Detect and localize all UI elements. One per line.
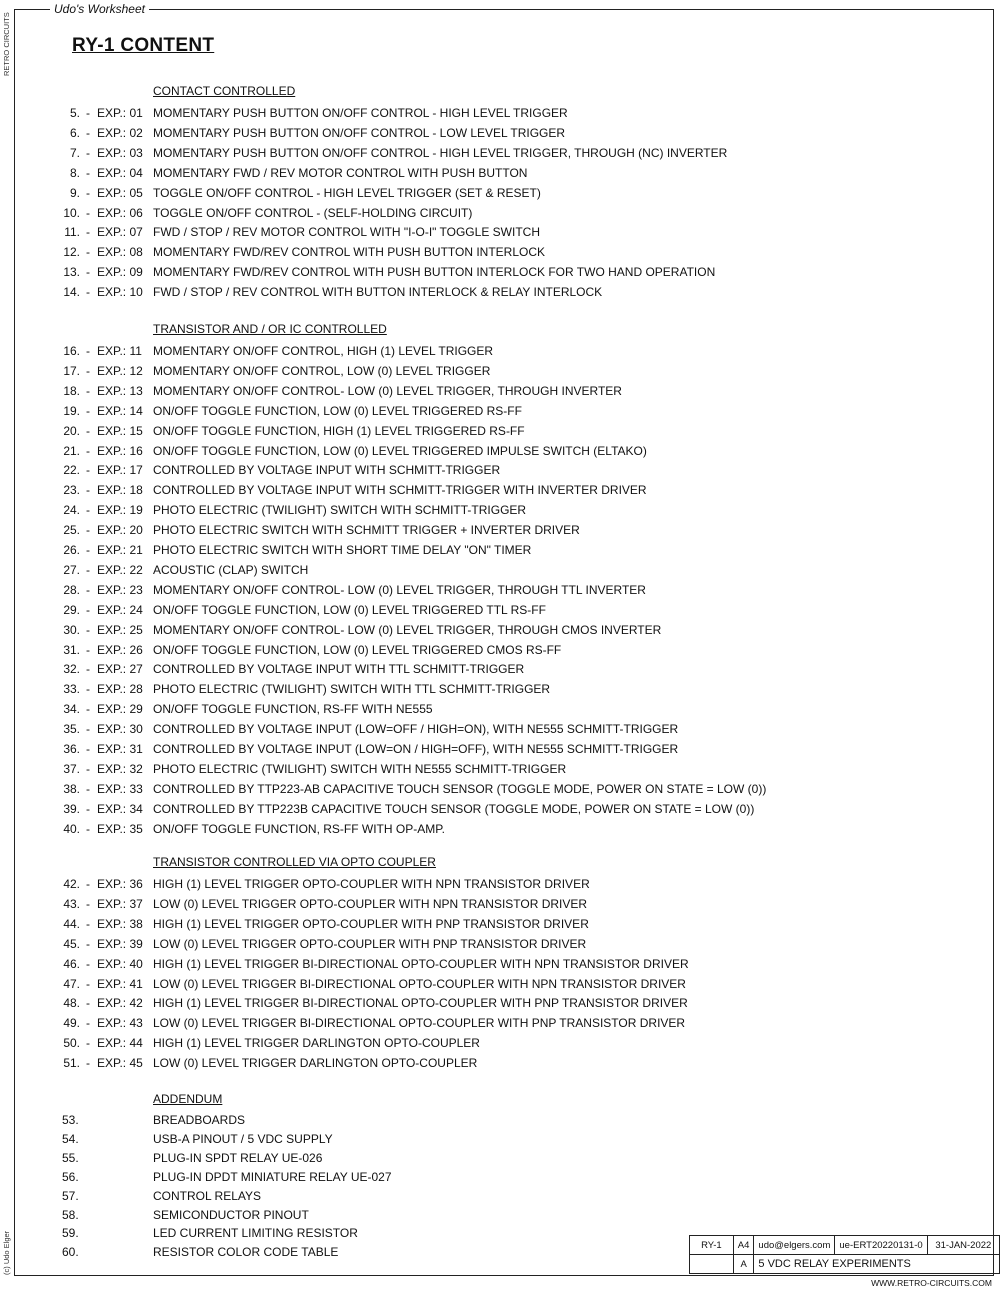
item-separator: - bbox=[86, 936, 90, 951]
item-number: 58. bbox=[62, 1207, 79, 1222]
item-experiment: EXP.: 44 bbox=[97, 1036, 143, 1051]
item-experiment: EXP.: 05 bbox=[97, 185, 143, 200]
item-experiment: EXP.: 02 bbox=[97, 125, 143, 140]
item-separator: - bbox=[86, 742, 90, 756]
item-experiment: EXP.: 12 bbox=[97, 363, 143, 378]
item-experiment: EXP.: 14 bbox=[97, 403, 143, 418]
item-separator: - bbox=[86, 821, 90, 836]
item-title: CONTROLLED BY VOLTAGE INPUT WITH TTL SCHMITT-TRIGGER bbox=[153, 662, 525, 677]
item-experiment: EXP.: 11 bbox=[97, 344, 142, 358]
item-number: 38. bbox=[63, 781, 80, 796]
item-number: 26. bbox=[63, 543, 80, 557]
item-number: 32. bbox=[63, 662, 80, 677]
item-number: 59. bbox=[62, 1226, 79, 1241]
item-number: 31. bbox=[63, 642, 80, 657]
item-experiment: EXP.: 03 bbox=[97, 145, 143, 160]
item-separator: - bbox=[86, 761, 90, 776]
item-title: CONTROL RELAYS bbox=[153, 1188, 262, 1203]
item-title: HIGH (1) LEVEL TRIGGER OPTO-COUPLER WITH PNP TRANSISTOR DRIVER bbox=[153, 916, 589, 931]
item-experiment: EXP.: 32 bbox=[97, 761, 143, 776]
item-separator: - bbox=[86, 503, 90, 518]
item-experiment: EXP.: 37 bbox=[97, 896, 143, 911]
item-separator: - bbox=[86, 642, 90, 657]
item-experiment: EXP.: 39 bbox=[97, 936, 143, 951]
item-title: LOW (0) LEVEL TRIGGER DARLINGTON OPTO-COUPLER bbox=[153, 1056, 478, 1071]
item-title: MOMENTARY ON/OFF CONTROL- LOW (0) LEVEL TRIGGER, THROUGH TTL INVERTER bbox=[153, 582, 646, 597]
item-experiment: EXP.: 45 bbox=[97, 1056, 143, 1071]
item-number: 33. bbox=[63, 682, 80, 697]
item-number: 47. bbox=[63, 976, 80, 991]
item-experiment: EXP.: 19 bbox=[97, 503, 143, 518]
item-title: CONTROLLED BY TTP223-AB CAPACITIVE TOUCH SENSOR (TOGGLE MODE, POWER ON STATE = LOW (0)) bbox=[153, 781, 767, 796]
item-separator: - bbox=[86, 483, 90, 498]
item-title: HIGH (1) LEVEL TRIGGER BI-DIRECTIONAL OPTO-COUPLER WITH PNP TRANSISTOR DRIVER bbox=[153, 996, 688, 1011]
item-experiment: EXP.: 20 bbox=[97, 523, 143, 538]
tb-empty bbox=[690, 1255, 734, 1274]
item-number: 5. bbox=[69, 106, 80, 120]
item-title: LOW (0) LEVEL TRIGGER OPTO-COUPLER WITH PNP TRANSISTOR DRIVER bbox=[153, 936, 587, 951]
item-title: FWD / STOP / REV MOTOR CONTROL WITH "I-O-I" TOGGLE SWITCH bbox=[153, 225, 540, 240]
item-separator: - bbox=[86, 463, 90, 478]
item-title: HIGH (1) LEVEL TRIGGER OPTO-COUPLER WITH NPN TRANSISTOR DRIVER bbox=[153, 877, 590, 891]
item-title: BREADBOARDS bbox=[153, 1113, 246, 1127]
item-number: 39. bbox=[63, 801, 80, 816]
item-separator: - bbox=[86, 662, 90, 677]
item-title: ON/OFF TOGGLE FUNCTION, RS-FF WITH OP-AMP. bbox=[153, 821, 446, 836]
item-separator: - bbox=[86, 205, 90, 220]
item-number: 23. bbox=[63, 483, 80, 498]
item-number: 60. bbox=[62, 1245, 79, 1260]
item-number: 17. bbox=[63, 363, 80, 378]
item-title: FWD / STOP / REV CONTROL WITH BUTTON INTERLOCK & RELAY INTERLOCK bbox=[153, 285, 603, 300]
section-heading: TRANSISTOR AND / OR IC CONTROLLED bbox=[153, 322, 387, 336]
item-experiment: EXP.: 09 bbox=[97, 265, 143, 280]
item-experiment: EXP.: 21 bbox=[97, 543, 143, 557]
item-separator: - bbox=[86, 523, 90, 538]
item-experiment: EXP.: 42 bbox=[97, 996, 143, 1011]
item-separator: - bbox=[86, 916, 90, 931]
item-number: 28. bbox=[63, 582, 80, 597]
item-separator: - bbox=[86, 225, 90, 240]
item-number: 7. bbox=[69, 145, 80, 160]
item-separator: - bbox=[86, 602, 90, 617]
item-title: USB-A PINOUT / 5 VDC SUPPLY bbox=[153, 1131, 333, 1146]
item-experiment: EXP.: 29 bbox=[97, 702, 143, 717]
item-experiment: EXP.: 43 bbox=[97, 1016, 143, 1031]
item-number: 49. bbox=[63, 1016, 80, 1031]
item-title: CONTROLLED BY VOLTAGE INPUT (LOW=ON / HIGH=OFF), WITH NE555 SCHMITT-TRIGGER bbox=[153, 742, 679, 756]
item-number: 51. bbox=[63, 1056, 80, 1071]
item-title: LOW (0) LEVEL TRIGGER BI-DIRECTIONAL OPTO-COUPLER WITH NPN TRANSISTOR DRIVER bbox=[153, 976, 686, 991]
item-number: 55. bbox=[62, 1150, 79, 1165]
item-experiment: EXP.: 18 bbox=[97, 483, 143, 498]
item-experiment: EXP.: 04 bbox=[97, 165, 143, 180]
item-title: MOMENTARY FWD / REV MOTOR CONTROL WITH PUSH BUTTON bbox=[153, 165, 528, 180]
item-title: MOMENTARY PUSH BUTTON ON/OFF CONTROL - HIGH LEVEL TRIGGER bbox=[153, 106, 568, 120]
item-title: PHOTO ELECTRIC SWITCH WITH SCHMITT TRIGGER + INVERTER DRIVER bbox=[153, 523, 580, 538]
tb-description: 5 VDC RELAY EXPERIMENTS bbox=[754, 1255, 1000, 1274]
item-title: MOMENTARY FWD/REV CONTROL WITH PUSH BUTTON INTERLOCK FOR TWO HAND OPERATION bbox=[153, 265, 716, 280]
item-separator: - bbox=[86, 877, 90, 891]
item-number: 34. bbox=[63, 702, 80, 717]
item-experiment: EXP.: 28 bbox=[97, 682, 143, 697]
item-experiment: EXP.: 25 bbox=[97, 622, 143, 637]
item-separator: - bbox=[86, 245, 90, 260]
item-separator: - bbox=[86, 976, 90, 991]
item-number: 48. bbox=[63, 996, 80, 1011]
item-experiment: EXP.: 36 bbox=[97, 877, 143, 891]
item-title: CONTROLLED BY TTP223B CAPACITIVE TOUCH SENSOR (TOGGLE MODE, POWER ON STATE = LOW (0)) bbox=[153, 801, 755, 816]
item-title: ACOUSTIC (CLAP) SWITCH bbox=[153, 562, 309, 577]
item-title: ON/OFF TOGGLE FUNCTION, RS-FF WITH NE555 bbox=[153, 702, 433, 717]
item-separator: - bbox=[86, 562, 90, 577]
item-separator: - bbox=[86, 265, 90, 280]
item-number: 40. bbox=[63, 821, 80, 836]
item-title: MOMENTARY PUSH BUTTON ON/OFF CONTROL - LOW LEVEL TRIGGER bbox=[153, 125, 566, 140]
website-footer: WWW.RETRO-CIRCUITS.COM bbox=[871, 1278, 992, 1288]
item-experiment: EXP.: 22 bbox=[97, 562, 143, 577]
item-separator: - bbox=[86, 423, 90, 438]
item-title: MOMENTARY ON/OFF CONTROL, LOW (0) LEVEL TRIGGER bbox=[153, 363, 491, 378]
item-title: TOGGLE ON/OFF CONTROL - (SELF-HOLDING CIRCUIT) bbox=[153, 205, 473, 220]
item-experiment: EXP.: 10 bbox=[97, 285, 143, 300]
item-title: PHOTO ELECTRIC SWITCH WITH SHORT TIME DELAY "ON" TIMER bbox=[153, 543, 532, 557]
item-title: MOMENTARY ON/OFF CONTROL- LOW (0) LEVEL TRIGGER, THROUGH INVERTER bbox=[153, 383, 622, 398]
item-title: MOMENTARY ON/OFF CONTROL- LOW (0) LEVEL TRIGGER, THROUGH CMOS INVERTER bbox=[153, 622, 662, 637]
item-title: PHOTO ELECTRIC (TWILIGHT) SWITCH WITH TTL SCHMITT-TRIGGER bbox=[153, 682, 551, 697]
item-experiment: EXP.: 15 bbox=[97, 423, 143, 438]
item-number: 36. bbox=[63, 742, 80, 756]
item-experiment: EXP.: 34 bbox=[97, 801, 143, 816]
tb-email: udo@elgers.com bbox=[754, 1236, 835, 1255]
item-title: SEMICONDUCTOR PINOUT bbox=[153, 1207, 309, 1222]
item-number: 57. bbox=[62, 1188, 79, 1203]
item-title: HIGH (1) LEVEL TRIGGER DARLINGTON OPTO-COUPLER bbox=[153, 1036, 480, 1051]
item-experiment: EXP.: 26 bbox=[97, 642, 143, 657]
item-experiment: EXP.: 33 bbox=[97, 781, 143, 796]
item-title: ON/OFF TOGGLE FUNCTION, LOW (0) LEVEL TRIGGERED TTL RS-FF bbox=[153, 602, 546, 617]
item-title: ON/OFF TOGGLE FUNCTION, HIGH (1) LEVEL TRIGGERED RS-FF bbox=[153, 423, 525, 438]
item-experiment: EXP.: 23 bbox=[97, 582, 143, 597]
item-number: 12. bbox=[63, 245, 80, 260]
item-experiment: EXP.: 07 bbox=[97, 225, 143, 240]
item-number: 37. bbox=[63, 761, 80, 776]
item-number: 9. bbox=[69, 185, 80, 200]
side-label-top: RETRO CIRCUITS bbox=[2, 12, 11, 76]
item-separator: - bbox=[86, 582, 90, 597]
item-number: 46. bbox=[63, 956, 80, 971]
item-separator: - bbox=[86, 956, 90, 971]
item-number: 29. bbox=[63, 602, 80, 617]
item-separator: - bbox=[86, 285, 90, 300]
item-title: ON/OFF TOGGLE FUNCTION, LOW (0) LEVEL TRIGGERED RS-FF bbox=[153, 403, 522, 418]
item-number: 53. bbox=[62, 1113, 79, 1127]
item-experiment: EXP.: 08 bbox=[97, 245, 143, 260]
item-title: PHOTO ELECTRIC (TWILIGHT) SWITCH WITH SCHMITT-TRIGGER bbox=[153, 503, 527, 518]
section-heading: TRANSISTOR CONTROLLED VIA OPTO COUPLER bbox=[153, 855, 436, 869]
item-number: 35. bbox=[63, 722, 80, 737]
item-number: 16. bbox=[63, 344, 80, 358]
tb-date: 31-JAN-2022 bbox=[927, 1236, 999, 1255]
item-separator: - bbox=[86, 185, 90, 200]
item-separator: - bbox=[86, 543, 90, 557]
item-number: 22. bbox=[63, 463, 80, 478]
item-title: LED CURRENT LIMITING RESISTOR bbox=[153, 1226, 358, 1241]
item-number: 21. bbox=[63, 443, 80, 458]
tb-revision: A bbox=[733, 1255, 754, 1274]
item-number: 11. bbox=[64, 225, 80, 240]
item-separator: - bbox=[86, 165, 90, 180]
item-title: MOMENTARY FWD/REV CONTROL WITH PUSH BUTTON INTERLOCK bbox=[153, 245, 546, 260]
item-number: 50. bbox=[63, 1036, 80, 1051]
item-number: 30. bbox=[63, 622, 80, 637]
item-title: CONTROLLED BY VOLTAGE INPUT WITH SCHMITT-TRIGGER bbox=[153, 463, 501, 478]
item-title: ON/OFF TOGGLE FUNCTION, LOW (0) LEVEL TRIGGERED CMOS RS-FF bbox=[153, 642, 562, 657]
item-title: MOMENTARY PUSH BUTTON ON/OFF CONTROL - HIGH LEVEL TRIGGER, THROUGH (NC) INVERTER bbox=[153, 145, 728, 160]
item-number: 56. bbox=[62, 1169, 79, 1184]
item-experiment: EXP.: 27 bbox=[97, 662, 143, 677]
item-title: CONTROLLED BY VOLTAGE INPUT (LOW=OFF / HIGH=ON), WITH NE555 SCHMITT-TRIGGER bbox=[153, 722, 679, 737]
section-heading: CONTACT CONTROLLED bbox=[153, 84, 296, 98]
item-separator: - bbox=[86, 344, 90, 358]
tb-format: A4 bbox=[733, 1236, 754, 1255]
item-number: 44. bbox=[63, 916, 80, 931]
item-experiment: EXP.: 35 bbox=[97, 821, 143, 836]
item-number: 19. bbox=[63, 403, 80, 418]
item-experiment: EXP.: 24 bbox=[97, 602, 143, 617]
item-number: 42. bbox=[63, 877, 80, 891]
item-separator: - bbox=[86, 1016, 90, 1031]
item-experiment: EXP.: 17 bbox=[97, 463, 143, 478]
item-separator: - bbox=[86, 801, 90, 816]
item-experiment: EXP.: 41 bbox=[97, 976, 143, 991]
item-separator: - bbox=[86, 443, 90, 458]
item-experiment: EXP.: 38 bbox=[97, 916, 143, 931]
item-separator: - bbox=[86, 403, 90, 418]
item-number: 25. bbox=[63, 523, 80, 538]
tb-doc-number: ue-ERT20220131-0 bbox=[835, 1236, 927, 1255]
item-title: TOGGLE ON/OFF CONTROL - HIGH LEVEL TRIGGER (SET & RESET) bbox=[153, 185, 541, 200]
item-number: 45. bbox=[63, 936, 80, 951]
item-experiment: EXP.: 06 bbox=[97, 205, 143, 220]
item-title: LOW (0) LEVEL TRIGGER OPTO-COUPLER WITH NPN TRANSISTOR DRIVER bbox=[153, 896, 588, 911]
item-separator: - bbox=[86, 702, 90, 717]
item-separator: - bbox=[86, 896, 90, 911]
item-separator: - bbox=[86, 1056, 90, 1071]
item-title: CONTROLLED BY VOLTAGE INPUT WITH SCHMITT-TRIGGER WITH INVERTER DRIVER bbox=[153, 483, 647, 498]
item-title: PLUG-IN DPDT MINIATURE RELAY UE-027 bbox=[153, 1169, 392, 1184]
item-title: RESISTOR COLOR CODE TABLE bbox=[153, 1245, 339, 1260]
item-separator: - bbox=[86, 1036, 90, 1051]
item-experiment: EXP.: 16 bbox=[97, 443, 143, 458]
item-number: 20. bbox=[63, 423, 80, 438]
item-experiment: EXP.: 01 bbox=[97, 106, 143, 120]
item-title: LOW (0) LEVEL TRIGGER BI-DIRECTIONAL OPTO-COUPLER WITH PNP TRANSISTOR DRIVER bbox=[153, 1016, 686, 1031]
addendum-heading: ADDENDUM bbox=[153, 1092, 223, 1106]
item-number: 14. bbox=[63, 285, 80, 300]
item-separator: - bbox=[86, 622, 90, 637]
item-number: 13. bbox=[63, 265, 80, 280]
tb-sheet: RY-1 bbox=[690, 1236, 734, 1255]
page-title: RY-1 CONTENT bbox=[72, 35, 215, 56]
side-label-bottom: (c) Udo Elger bbox=[2, 1230, 11, 1275]
item-experiment: EXP.: 13 bbox=[97, 383, 143, 398]
item-title: ON/OFF TOGGLE FUNCTION, LOW (0) LEVEL TRIGGERED IMPULSE SWITCH (ELTAKO) bbox=[153, 443, 647, 458]
item-number: 8. bbox=[69, 165, 80, 180]
item-separator: - bbox=[86, 781, 90, 796]
item-number: 10. bbox=[63, 205, 80, 220]
item-separator: - bbox=[86, 125, 90, 140]
item-separator: - bbox=[86, 145, 90, 160]
item-separator: - bbox=[86, 106, 90, 120]
item-separator: - bbox=[86, 996, 90, 1011]
item-number: 54. bbox=[62, 1131, 79, 1146]
item-experiment: EXP.: 40 bbox=[97, 956, 143, 971]
item-title: PLUG-IN SPDT RELAY UE-026 bbox=[153, 1150, 323, 1165]
title-block bbox=[689, 1235, 1000, 1274]
item-title: MOMENTARY ON/OFF CONTROL, HIGH (1) LEVEL TRIGGER bbox=[153, 344, 494, 358]
item-number: 6. bbox=[69, 125, 80, 140]
item-experiment: EXP.: 30 bbox=[97, 722, 143, 737]
item-separator: - bbox=[86, 682, 90, 697]
item-number: 27. bbox=[63, 562, 80, 577]
item-number: 43. bbox=[63, 896, 80, 911]
item-separator: - bbox=[86, 363, 90, 378]
item-title: PHOTO ELECTRIC (TWILIGHT) SWITCH WITH NE555 SCHMITT-TRIGGER bbox=[153, 761, 567, 776]
item-separator: - bbox=[86, 383, 90, 398]
item-title: HIGH (1) LEVEL TRIGGER BI-DIRECTIONAL OPTO-COUPLER WITH NPN TRANSISTOR DRIVER bbox=[153, 956, 689, 971]
sheet-label: Udo's Worksheet bbox=[50, 2, 149, 16]
item-number: 24. bbox=[63, 503, 80, 518]
item-number: 18. bbox=[63, 383, 80, 398]
item-experiment: EXP.: 31 bbox=[97, 742, 143, 756]
item-separator: - bbox=[86, 722, 90, 737]
